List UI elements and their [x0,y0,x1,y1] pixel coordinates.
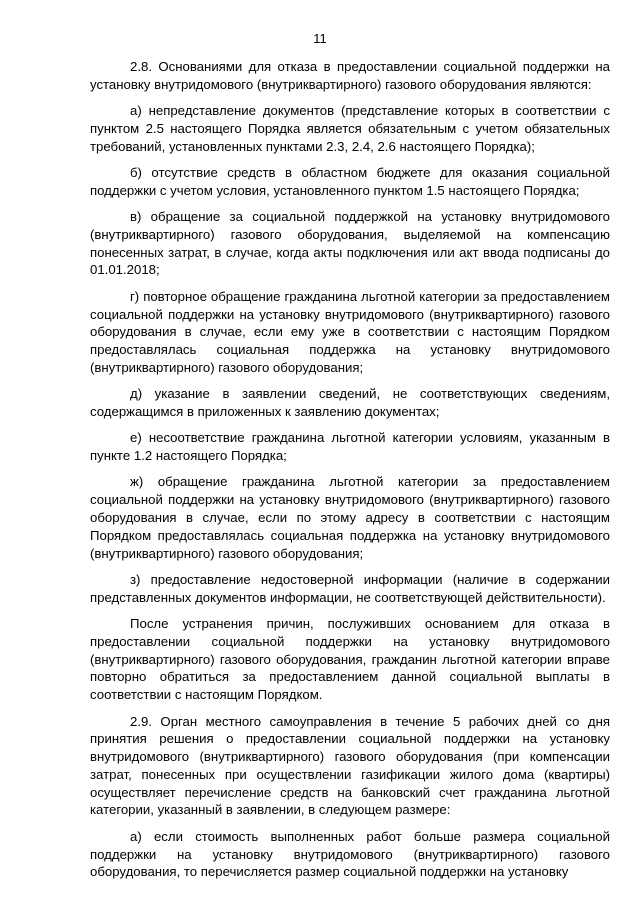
paragraph-2-8-e: е) несоответствие гражданина льготной категории условиям, указанным в пункте 1.2 настоящего Порядка; [90,430,610,464]
paragraph-2-8-zh: ж) обращение гражданина льготной категории за предоставлением социальной поддержки на установку внутридомового (внутриквартирного) газового оборудования в случае, если по этому адресу в соответствии с настоящим Порядком предоставлялась социальная поддержка на установку внутридомового (внутриквартирного) газового оборудования; [90,474,610,561]
paragraph-2-9: 2.9. Орган местного самоуправления в течение 5 рабочих дней со дня принятия решения о предоставлении социальной поддержки на установку внутридомового (внутриквартирного) газового оборудования (при компенсации затрат, понесенных при осуществлении газификации жилого дома (квартиры) осуществляет перечисление средств на банковский счет гражданина льготной категории, указанный в заявлении, в следующем размере: [90,713,610,818]
paragraph-2-8-g: г) повторное обращение гражданина льготной категории за предоставлением социальной поддержки на установку внутридомового (внутриквартирного) газового оборудования в случае, если ему уже в соответствии с настоящим Порядком предоставлялась социальная поддержка на установку внутридомового (внутриквартирного) газового оборудования; [90,288,610,375]
paragraph-2-8-v: в) обращение за социальной поддержкой на установку внутридомового (внутриквартирного) газового оборудования, выделяемой на компенсацию понесенных затрат, в случае, когда акты подключения или акт ввода подписаны до 01.01.2018; [90,209,610,278]
paragraph-2-8: 2.8. Основаниями для отказа в предоставлении социальной поддержки на установку внутридомового (внутриквартирного) газового оборудования являются: [90,59,610,92]
document-body [90,58,610,881]
paragraph-2-9-a: а) если стоимость выполненных работ больше размера социальной поддержки на установку внутридомового (внутриквартирного) газового оборудования, то перечисляется размер социальной поддержки на установку [90,828,610,880]
paragraph-reapply: После устранения причин, послуживших основанием для отказа в предоставлении социальной поддержки на установку внутридомового (внутриквартирного) газового оборудования, гражданин льготной категории вправе повторно обратиться за предоставлением данной социальной выплаты в соответствии с настоящим Порядком. [90,616,610,703]
paragraph-2-8-z: з) предоставление недостоверной информации (наличие в содержании представленных документов информации, не соответствующей действительности). [90,571,610,605]
page-number: 11 [313,31,327,46]
paragraph-2-8-a: а) непредставление документов (представление которых в соответствии с пунктом 2.5 настоящего Порядка является обязательным с учетом обязательных требований, установленных пунктами 2.3, 2.4, 2.6 настоящего Порядка); [90,103,610,154]
paragraph-2-8-b: б) отсутствие средств в областном бюджете для оказания социальной поддержки с учетом условия, установленного пунктом 1.5 настоящего Порядка; [90,164,610,198]
paragraph-2-8-d: д) указание в заявлении сведений, не соответствующих сведениям, содержащимся в приложенных к заявлению документах; [90,386,610,420]
